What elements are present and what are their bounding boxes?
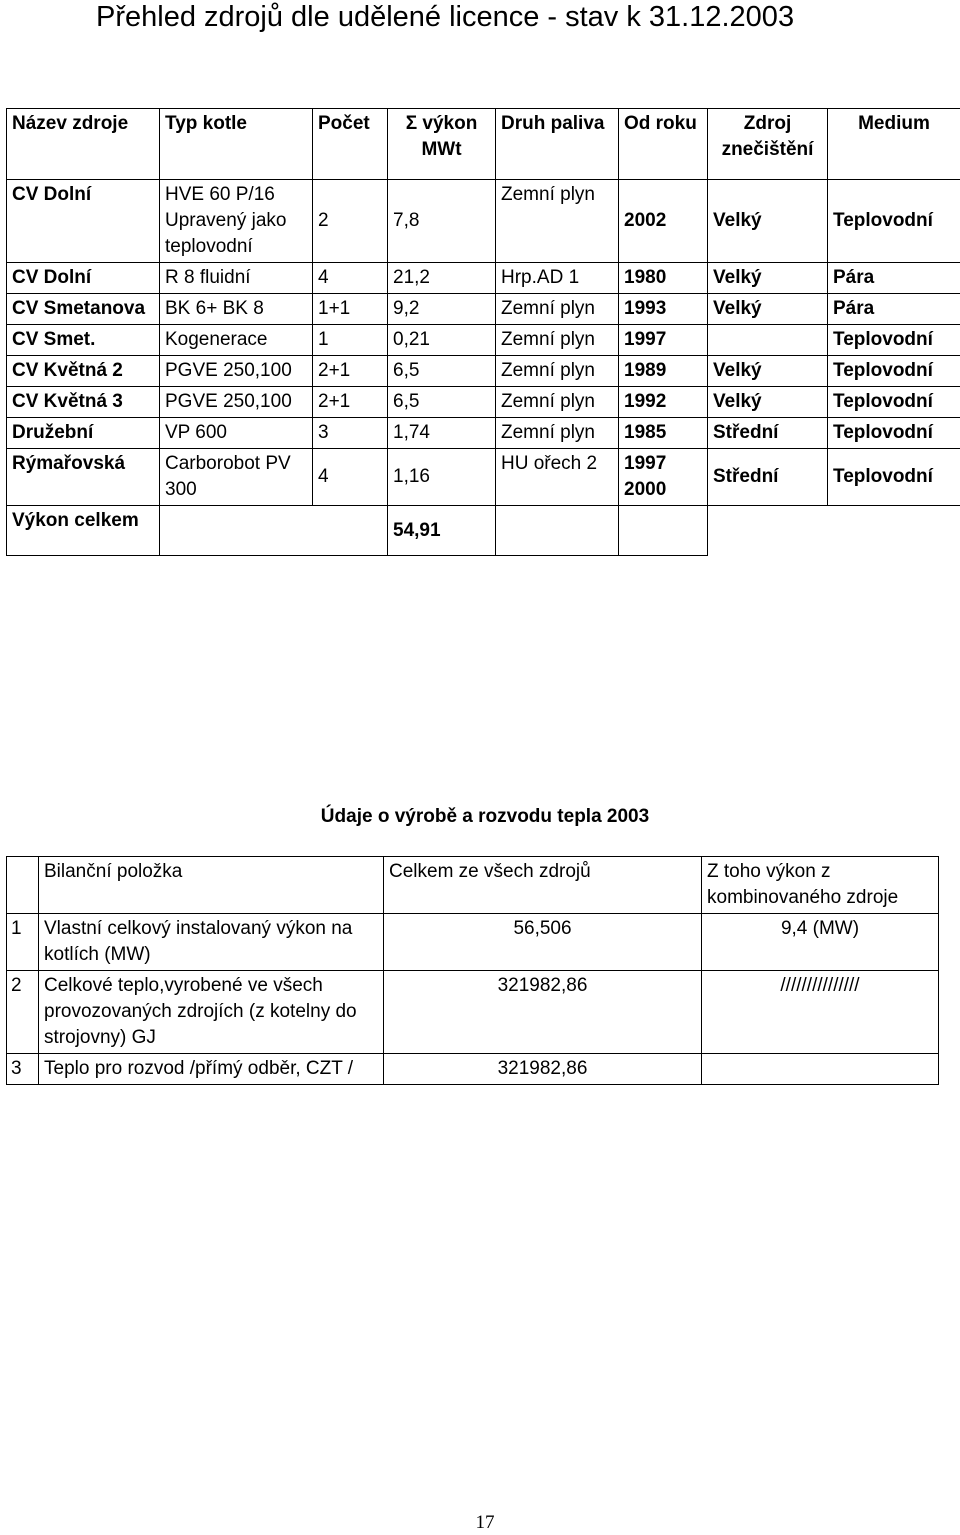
cell-name: Družební [7, 418, 160, 449]
table-header-row [7, 109, 960, 180]
cell-type: VP 600 [160, 418, 313, 449]
header-cell: Σ výkon MWt [388, 109, 496, 180]
cell-year: 1993 [619, 294, 708, 325]
cell-medium: Teplovodní [828, 449, 960, 506]
cell-medium: Teplovodní [828, 418, 960, 449]
cell-name: CV Květná 2 [7, 356, 160, 387]
cell-pollution: Velký [708, 387, 828, 418]
table-row [7, 263, 960, 294]
cell-year: 1992 [619, 387, 708, 418]
cell-fuel: Zemní plyn [496, 325, 619, 356]
cell-pollution: Střední [708, 449, 828, 506]
cell-medium: Pára [828, 294, 960, 325]
cell-count: 1 [313, 325, 388, 356]
cell-count: 4 [313, 263, 388, 294]
cell-year: 1997 2000 [619, 449, 708, 506]
cell-year: 2002 [619, 180, 708, 263]
cell-pollution: Střední [708, 418, 828, 449]
cell-total: 321982,86 [384, 1054, 702, 1085]
cell-fuel: Zemní plyn [496, 418, 619, 449]
cell-count: 1+1 [313, 294, 388, 325]
cell-name: CV Dolní [7, 180, 160, 263]
cell-power: 1,16 [388, 449, 496, 506]
sources-table [6, 108, 960, 556]
cell-type: Kogenerace [160, 325, 313, 356]
header-cell: Celkem ze všech zdrojů [384, 857, 702, 914]
cell-name: CV Dolní [7, 263, 160, 294]
cell-power: 21,2 [388, 263, 496, 294]
empty-cell [708, 506, 960, 556]
cell-idx: 3 [7, 1054, 39, 1085]
cell-name: CV Smet. [7, 325, 160, 356]
cell-type: PGVE 250,100 [160, 387, 313, 418]
cell-year: 1985 [619, 418, 708, 449]
cell-total: 321982,86 [384, 971, 702, 1054]
production-title: Údaje o výrobě a rozvodu tepla 2003 [320, 806, 650, 827]
page-number: 17 [475, 1512, 495, 1533]
cell-fuel: Hrp.AD 1 [496, 263, 619, 294]
cell-pollution: Velký [708, 356, 828, 387]
cell-name: CV Smetanova [7, 294, 160, 325]
cell-count: 4 [313, 449, 388, 506]
table-row [7, 294, 960, 325]
table-row [7, 449, 960, 506]
cell-idx: 2 [7, 971, 39, 1054]
total-row [7, 506, 960, 556]
cell-fuel: Zemní plyn [496, 180, 619, 263]
table-row [7, 387, 960, 418]
table-row [7, 971, 939, 1054]
cell-pollution: Velký [708, 263, 828, 294]
table-row [7, 325, 960, 356]
header-cell: Zdroj znečištění [708, 109, 828, 180]
empty-cell [160, 506, 388, 556]
header-cell: Medium [828, 109, 960, 180]
cell-power: 7,8 [388, 180, 496, 263]
cell-name: CV Květná 3 [7, 387, 160, 418]
cell-medium: Teplovodní [828, 387, 960, 418]
cell-medium: Teplovodní [828, 325, 960, 356]
cell-total: 56,506 [384, 914, 702, 971]
cell-year: 1997 [619, 325, 708, 356]
table-row [7, 914, 939, 971]
cell-combined: 9,4 (MW) [702, 914, 939, 971]
total-label: Výkon celkem [7, 506, 160, 556]
header-cell: Typ kotle [160, 109, 313, 180]
cell-type: HVE 60 P/16 Upravený jako teplovodní [160, 180, 313, 263]
cell-pollution: Velký [708, 294, 828, 325]
cell-fuel: Zemní plyn [496, 387, 619, 418]
header-cell: Název zdroje [7, 109, 160, 180]
total-value: 54,91 [388, 506, 496, 556]
production-table [6, 856, 939, 1085]
empty-cell [619, 506, 708, 556]
cell-combined: /////////////// [702, 971, 939, 1054]
cell-fuel: Zemní plyn [496, 294, 619, 325]
cell-item: Vlastní celkový instalovaný výkon na kotlích (MW) [39, 914, 384, 971]
header-cell [7, 857, 39, 914]
table-header-row [7, 857, 939, 914]
cell-name: Rýmařovská [7, 449, 160, 506]
cell-power: 0,21 [388, 325, 496, 356]
cell-type: Carborobot PV 300 [160, 449, 313, 506]
cell-count: 2+1 [313, 356, 388, 387]
header-cell: Od roku [619, 109, 708, 180]
cell-count: 3 [313, 418, 388, 449]
cell-combined [702, 1054, 939, 1085]
table-row [7, 356, 960, 387]
cell-year: 1980 [619, 263, 708, 294]
cell-count: 2+1 [313, 387, 388, 418]
header-cell: Druh paliva [496, 109, 619, 180]
table-row [7, 180, 960, 263]
cell-year: 1989 [619, 356, 708, 387]
cell-item: Celkové teplo,vyrobené ve všech provozovaných zdrojích (z kotelny do strojovny) GJ [39, 971, 384, 1054]
table-row [7, 418, 960, 449]
cell-power: 6,5 [388, 387, 496, 418]
cell-medium: Teplovodní [828, 180, 960, 263]
cell-type: PGVE 250,100 [160, 356, 313, 387]
cell-count: 2 [313, 180, 388, 263]
cell-pollution: Velký [708, 180, 828, 263]
cell-medium: Teplovodní [828, 356, 960, 387]
cell-idx: 1 [7, 914, 39, 971]
header-cell: Z toho výkon z kombinovaného zdroje [702, 857, 939, 914]
cell-medium: Pára [828, 263, 960, 294]
header-cell: Počet [313, 109, 388, 180]
cell-type: BK 6+ BK 8 [160, 294, 313, 325]
header-cell: Bilanční položka [39, 857, 384, 914]
table-row [7, 1054, 939, 1085]
cell-type: R 8 fluidní [160, 263, 313, 294]
cell-fuel: Zemní plyn [496, 356, 619, 387]
cell-power: 1,74 [388, 418, 496, 449]
cell-power: 6,5 [388, 356, 496, 387]
empty-cell [496, 506, 619, 556]
cell-pollution [708, 325, 828, 356]
cell-power: 9,2 [388, 294, 496, 325]
page-title: Přehled zdrojů dle udělené licence - stav k 31.12.2003 [96, 1, 795, 33]
cell-item: Teplo pro rozvod /přímý odběr, CZT / [39, 1054, 384, 1085]
cell-fuel: HU ořech 2 [496, 449, 619, 506]
